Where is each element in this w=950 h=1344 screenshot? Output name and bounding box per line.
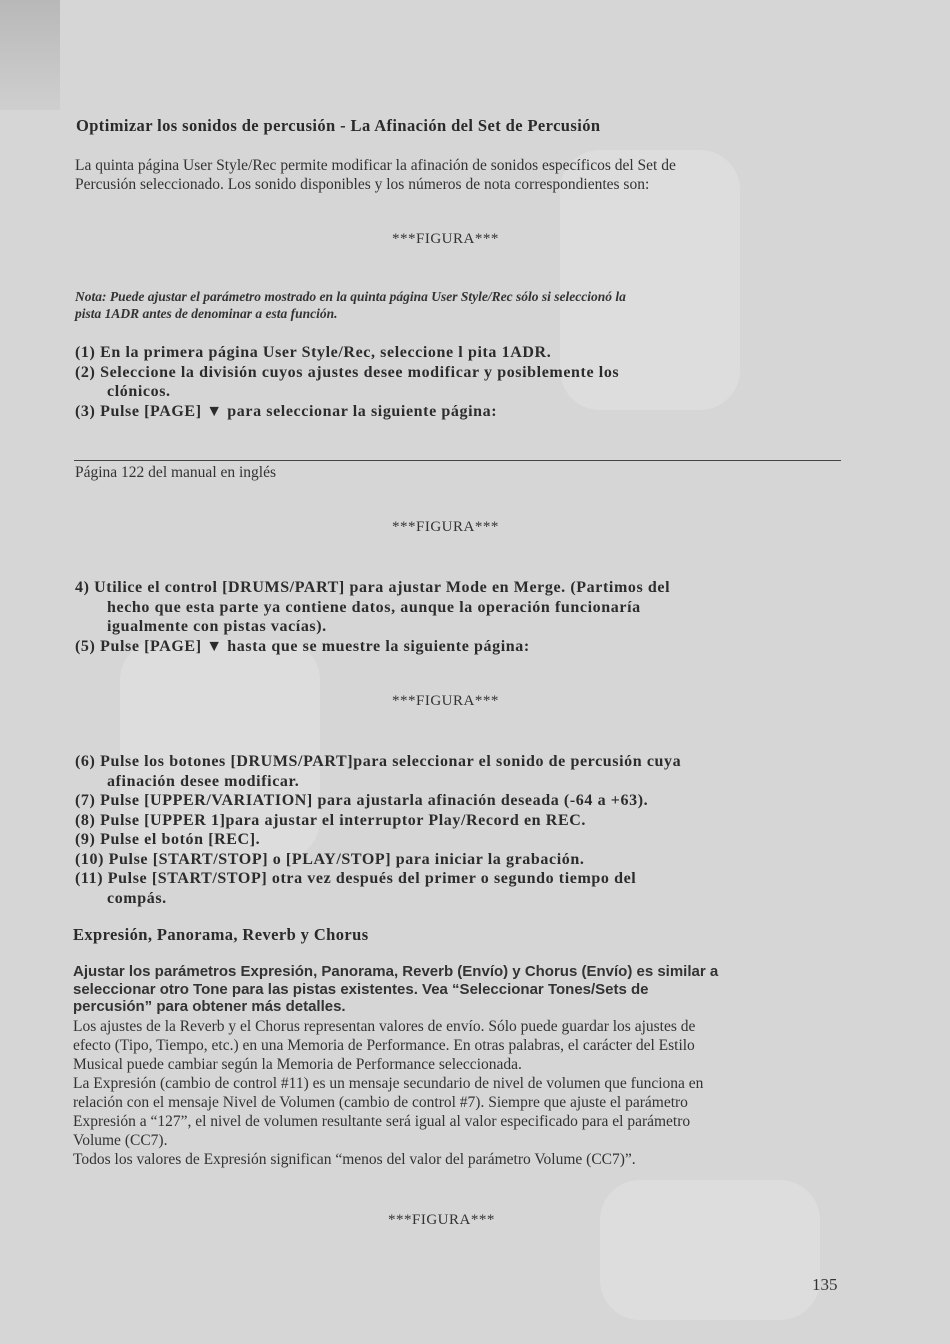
step-text: Pulse [PAGE] ▼ hasta que se muestre la siguiente página:: [100, 637, 530, 655]
body-line: relación con el mensaje Nivel de Volumen (cambio de control #7). Siempre que ajuste el parámetro: [73, 1094, 688, 1111]
body-line: Musical puede cambiar según la Memoria de Performance seleccionada.: [73, 1056, 522, 1073]
figure-placeholder: ***FIGURA***: [392, 231, 499, 247]
step-list: [75, 578, 670, 656]
step-text: Pulse [PAGE] ▼ para seleccionar la siguiente página:: [100, 402, 498, 420]
intro-paragraph: [75, 156, 676, 194]
step-number: (1): [75, 344, 96, 361]
step-item: [75, 850, 681, 870]
scan-shadow: [0, 0, 60, 110]
body-paragraph: [73, 1017, 703, 1169]
intro-line: La quinta página User Style/Rec permite modificar la afinación de sonidos específicos del Set de: [75, 157, 676, 174]
section-title: Optimizar los sonidos de percusión - La Afinación del Set de Percusión: [76, 116, 601, 135]
step-list: [75, 343, 619, 421]
step-text-cont: clónicos.: [107, 383, 171, 400]
step-item: [75, 637, 670, 657]
step-text: Pulse [START/STOP] otra vez después del primer o segundo tiempo del: [107, 870, 637, 887]
step-number: (5): [75, 637, 96, 655]
body-line: efecto (Tipo, Tiempo, etc.) en una Memoria de Performance. En otras palabras, el carácter del Estilo: [73, 1037, 695, 1054]
step-text-cont: afinación desee modificar.: [107, 772, 300, 790]
step-item: [75, 830, 681, 850]
step-text: Pulse [UPPER/VARIATION] para ajustarla afinación deseada (-64 a +63).: [100, 792, 649, 809]
highlight-line: Ajustar los parámetros Expresión, Panorama, Reverb (Envío) y Chorus (Envío) es similar a: [73, 963, 719, 980]
section-title: Expresión, Panorama, Reverb y Chorus: [73, 925, 369, 944]
step-item: [75, 343, 619, 363]
highlight-paragraph: [73, 963, 718, 1016]
step-item: [75, 869, 681, 908]
step-text: Pulse el botón [REC].: [100, 831, 261, 848]
step-text: Pulse los botones [DRUMS/PART]para seleccionar el sonido de percusión cuya: [100, 753, 682, 770]
step-text: En la primera página User Style/Rec, seleccione l pita 1ADR.: [100, 344, 552, 361]
step-number: (6): [75, 753, 96, 770]
step-number: 4): [75, 579, 90, 596]
scan-blotch: [600, 1180, 820, 1320]
step-number: (3): [75, 402, 96, 420]
note-paragraph: [75, 288, 626, 322]
step-number: (8): [75, 811, 96, 829]
step-item: [75, 402, 619, 422]
step-text: Pulse [START/STOP] o [PLAY/STOP] para iniciar la grabación.: [108, 850, 585, 868]
step-text-cont: hecho que esta parte ya contiene datos, aunque la operación funcionaría: [107, 598, 641, 616]
step-item: [75, 578, 670, 637]
step-number: (2): [75, 363, 96, 381]
body-line: Los ajustes de la Reverb y el Chorus representan valores de envío. Sólo puede guardar los ajustes de: [73, 1018, 696, 1035]
figure-placeholder: ***FIGURA***: [392, 693, 499, 709]
step-list: [75, 752, 681, 908]
step-item: [75, 752, 681, 791]
step-text: Pulse [UPPER 1]para ajustar el interruptor Play/Record en REC.: [100, 811, 586, 829]
body-line: La Expresión (cambio de control #11) es un mensaje secundario de nivel de volumen que funciona en: [73, 1075, 704, 1092]
body-line: Volume (CC7).: [73, 1132, 168, 1149]
body-line: Expresión a “127”, el nivel de volumen resultante será igual al valor especificado para el parámetro: [73, 1113, 691, 1130]
note-line: pista 1ADR antes de denominar a esta función.: [75, 306, 338, 321]
figure-placeholder: ***FIGURA***: [392, 519, 499, 535]
page-number: 135: [812, 1275, 838, 1294]
page-reference: Página 122 del manual en inglés: [75, 464, 277, 481]
step-text: Utilice el control [DRUMS/PART] para ajustar Mode en Merge. (Partimos del: [94, 579, 671, 596]
step-item: [75, 811, 681, 831]
divider-rule: [74, 460, 841, 461]
highlight-line: percusión” para obtener más detalles.: [73, 998, 346, 1015]
step-text-cont: igualmente con pistas vacías).: [107, 618, 327, 635]
step-number: (7): [75, 792, 96, 809]
step-item: [75, 363, 619, 402]
body-line: Todos los valores de Expresión significan “menos del valor del parámetro Volume (CC7)”.: [73, 1151, 636, 1168]
intro-line: Percusión seleccionado. Los sonido disponibles y los números de nota correspondientes son:: [75, 176, 650, 193]
step-number: (10): [75, 850, 105, 868]
note-line: Nota: Puede ajustar el parámetro mostrado en la quinta página User Style/Rec sólo si seleccionó la: [75, 289, 626, 304]
step-text-cont: compás.: [107, 889, 167, 907]
step-number: (11): [75, 870, 104, 887]
step-text: Seleccione la división cuyos ajustes desee modificar y posiblemente los: [100, 363, 620, 381]
step-item: [75, 791, 681, 811]
figure-placeholder: ***FIGURA***: [388, 1212, 495, 1228]
step-number: (9): [75, 831, 96, 848]
highlight-line: seleccionar otro Tone para las pistas existentes. Vea “Seleccionar Tones/Sets de: [73, 980, 649, 998]
